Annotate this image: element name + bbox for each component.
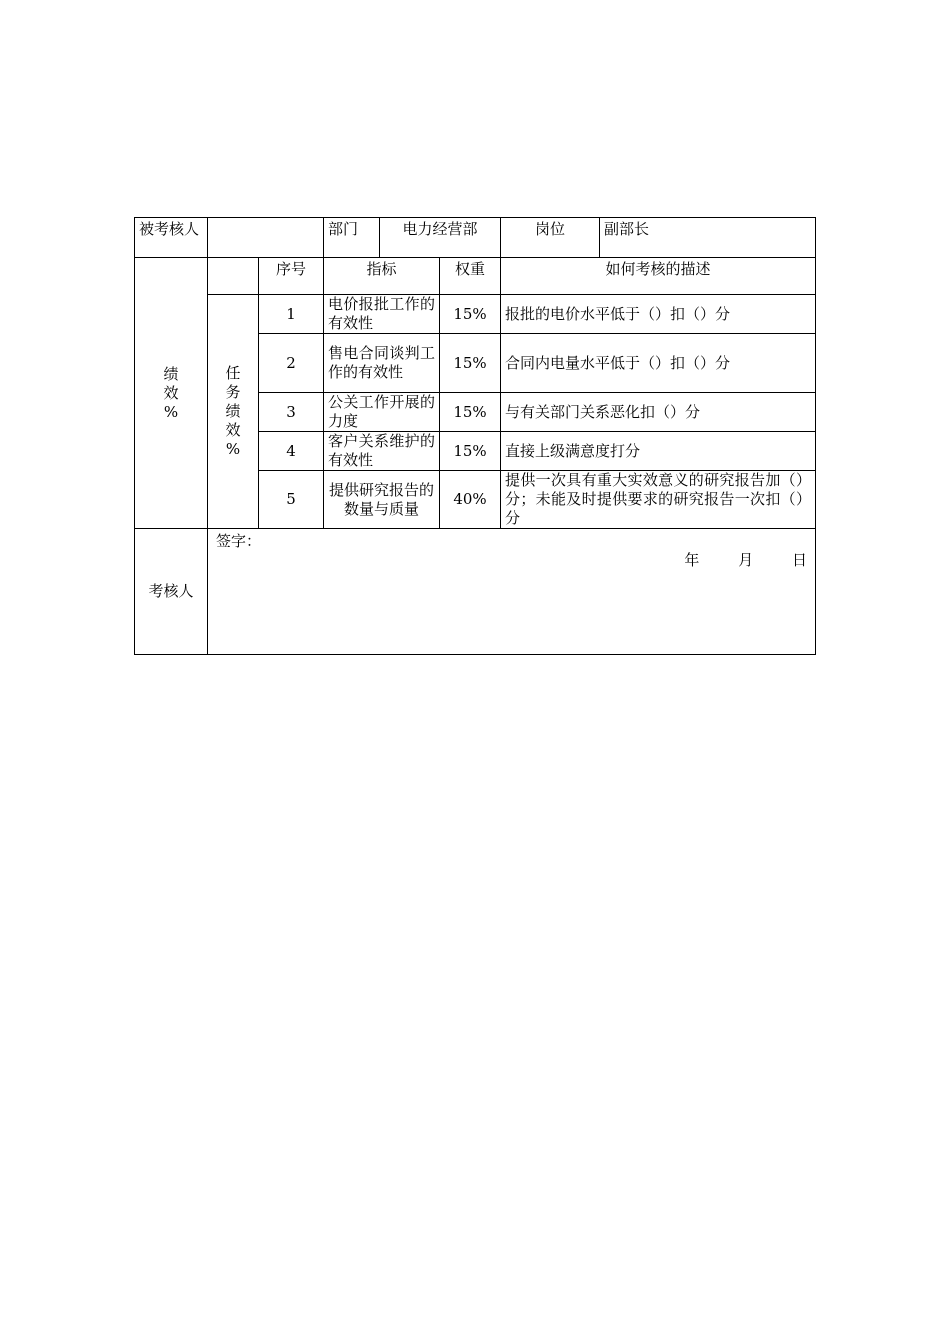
row-weight: 15% (440, 393, 501, 432)
blank-cell (208, 258, 259, 295)
assessor-row (135, 529, 816, 655)
row-indicator: 公关工作开展的力度 (324, 393, 440, 432)
row-weight: 40% (440, 471, 501, 529)
dept-value: 电力经营部 (380, 218, 501, 258)
assessor-label: 考核人 (135, 529, 208, 655)
date-day: 日 (792, 551, 808, 569)
row-weight: 15% (440, 432, 501, 471)
table-row (135, 295, 816, 334)
row-description: 与有关部门关系恶化扣（）分 (501, 393, 816, 432)
position-value: 副部长 (600, 218, 816, 258)
row-weight: 15% (440, 334, 501, 393)
row-seq: 5 (259, 471, 324, 529)
row-indicator: 售电合同谈判工作的有效性 (324, 334, 440, 393)
row-description: 直接上级满意度打分 (501, 432, 816, 471)
assessee-label: 被考核人 (135, 218, 208, 258)
position-label: 岗位 (501, 218, 600, 258)
signature-date (216, 551, 807, 570)
row-seq: 2 (259, 334, 324, 393)
row-indicator: 电价报批工作的有效性 (324, 295, 440, 334)
row-description: 提供一次具有重大实效意义的研究报告加（）分；未能及时提供要求的研究报告一次扣（）分 (501, 471, 816, 529)
col-header-weight: 权重 (440, 258, 501, 295)
row-description: 报批的电价水平低于（）扣（）分 (501, 295, 816, 334)
dept-label: 部门 (324, 218, 380, 258)
row-indicator: 提供研究报告的数量与质量 (324, 471, 440, 529)
column-header-row (135, 258, 816, 295)
col-header-seq: 序号 (259, 258, 324, 295)
row-seq: 3 (259, 393, 324, 432)
signature-area[interactable] (208, 529, 816, 655)
row-weight: 15% (440, 295, 501, 334)
signature-label: 签字： (216, 532, 262, 550)
row-indicator: 客户关系维护的有效性 (324, 432, 440, 471)
row-description: 合同内电量水平低于（）扣（）分 (501, 334, 816, 393)
date-month: 月 (738, 551, 754, 569)
assessee-value-field[interactable] (208, 218, 324, 258)
performance-group-label: 绩 效 % (135, 258, 208, 529)
assessment-form-table (134, 217, 816, 655)
row-seq: 1 (259, 295, 324, 334)
row-seq: 4 (259, 432, 324, 471)
col-header-indicator: 指标 (324, 258, 440, 295)
task-performance-label: 任 务 绩 效 % (208, 295, 259, 529)
col-header-description: 如何考核的描述 (501, 258, 816, 295)
header-row (135, 218, 816, 258)
date-year: 年 (684, 551, 700, 569)
